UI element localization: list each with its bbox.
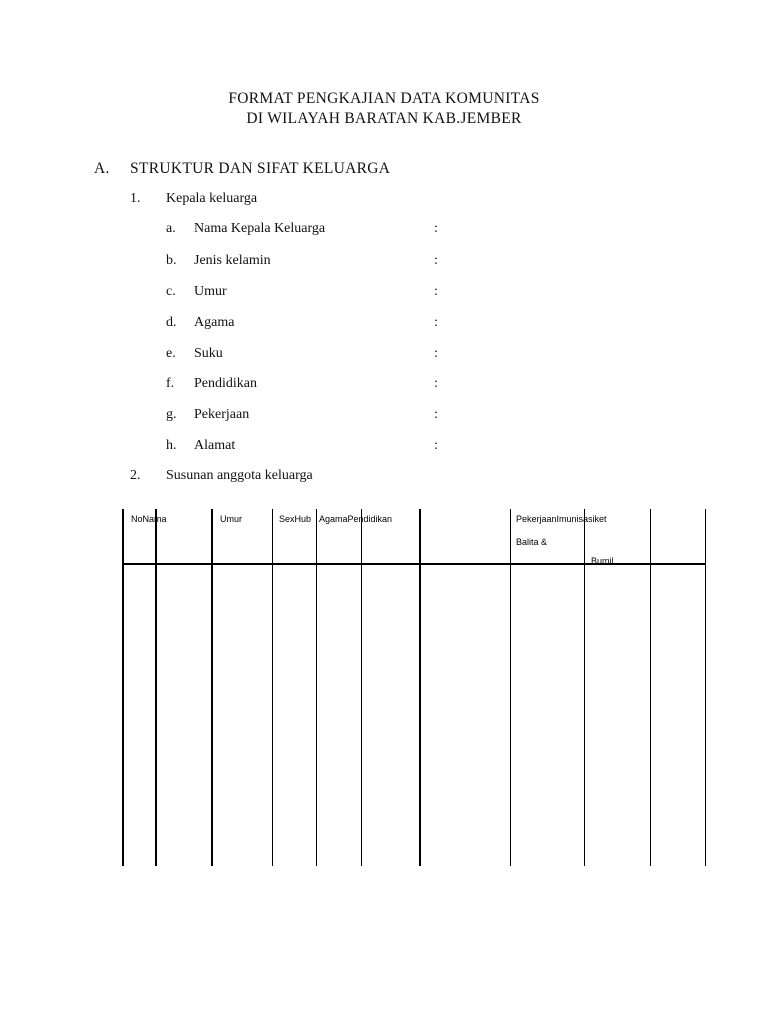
table-column-divider <box>510 509 511 866</box>
field-label-jenis-kelamin: Jenis kelamin <box>194 253 271 268</box>
table-header-umur: Umur <box>220 514 242 524</box>
section-title: STRUKTUR DAN SIFAT KELUARGA <box>130 160 391 177</box>
field-letter: b. <box>166 253 177 268</box>
subsection-number: 2. <box>130 468 141 483</box>
table-header-no-nama: NoNama <box>131 514 167 524</box>
table-column-divider <box>316 509 317 866</box>
field-colon: : <box>434 438 438 453</box>
table-column-divider <box>650 509 651 866</box>
field-colon: : <box>434 253 438 268</box>
table-column-divider <box>361 509 362 866</box>
table-header-balita: Balita & <box>516 537 548 547</box>
field-letter: c. <box>166 284 176 299</box>
field-letter: d. <box>166 315 177 330</box>
field-label-nama: Nama Kepala Keluarga <box>194 221 326 236</box>
table-column-divider <box>584 509 585 866</box>
subsection-number: 1. <box>130 191 141 206</box>
document-title-line1: FORMAT PENGKAJIAN DATA KOMUNITAS <box>228 90 540 107</box>
field-letter: e. <box>166 346 176 361</box>
field-label-suku: Suku <box>194 346 223 361</box>
section-letter: A. <box>94 160 110 177</box>
table-column-divider <box>419 509 421 866</box>
document-title-line2: DI WILAYAH BARATAN KAB.JEMBER <box>246 110 522 127</box>
field-label-alamat: Alamat <box>194 438 236 453</box>
field-colon: : <box>434 284 438 299</box>
subsection-label: Susunan anggota keluarga <box>166 468 313 483</box>
table-column-divider <box>272 509 273 866</box>
field-letter: a. <box>166 221 176 236</box>
field-colon: : <box>434 221 438 236</box>
field-label-pekerjaan: Pekerjaan <box>194 407 250 422</box>
subsection-label: Kepala keluarga <box>166 191 258 206</box>
field-colon: : <box>434 346 438 361</box>
table-header-pekerjaan-imunisasi: PekerjaanImunisasiket <box>516 514 607 524</box>
field-colon: : <box>434 315 438 330</box>
table-column-divider <box>211 509 213 866</box>
table-header-sex-hub: SexHub <box>279 514 312 524</box>
field-letter: g. <box>166 407 177 422</box>
table-header-divider <box>122 563 706 565</box>
table-header-bumil: Bumil <box>591 556 614 566</box>
field-label-umur: Umur <box>194 284 227 299</box>
field-colon: : <box>434 407 438 422</box>
field-letter: h. <box>166 438 177 453</box>
table-column-divider <box>155 509 157 866</box>
field-label-pendidikan: Pendidikan <box>194 376 257 391</box>
field-colon: : <box>434 376 438 391</box>
family-members-table <box>122 509 706 866</box>
table-border <box>122 509 124 866</box>
field-label-agama: Agama <box>194 315 235 330</box>
field-letter: f. <box>166 376 175 391</box>
table-header-agama-pendidikan: AgamaPendidikan <box>319 514 393 524</box>
table-border <box>705 509 706 866</box>
